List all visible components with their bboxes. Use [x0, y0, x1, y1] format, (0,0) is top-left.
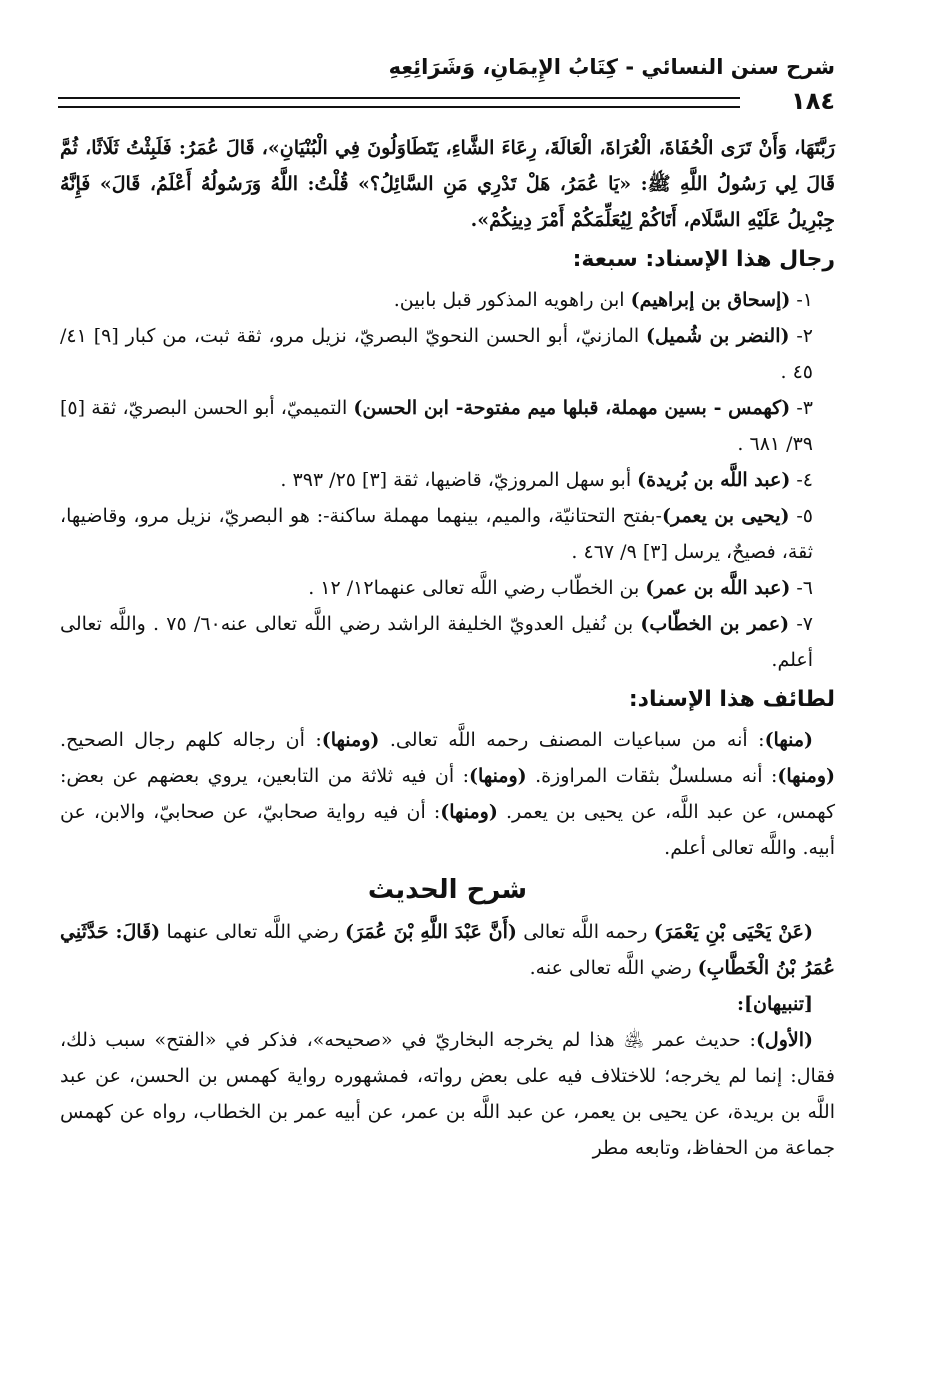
narrator-name: (عمر بن الخطّاب)	[640, 613, 790, 635]
narrator-number: ١-	[796, 289, 813, 311]
narrator-number: ٢-	[796, 325, 814, 347]
subtlety-text: : أن فيه ثلاثة من التابعين، يروي بعضهم عن بعض: كهمس، عن عبد اللَّه، عن يحيى بن يعمر.	[60, 765, 835, 823]
subtlety-text: : أن رجاله كلهم رجال الصحيح.	[60, 729, 322, 751]
page-number: ١٨٤	[785, 87, 835, 115]
explanation-paragraph	[60, 914, 835, 986]
narrator-item	[60, 390, 835, 462]
narrator-text: التميميّ، أبو الحسن البصريّ، ثقة [٥] ٣٩/ ٦٨١ .	[60, 397, 813, 455]
narrator-number: ٦-	[796, 577, 813, 599]
quoted-text: (قَالَ: حَدَّثَنِي عُمَرُ بْنُ الْخَطَّابِ)	[60, 921, 835, 979]
subtleties-paragraph	[60, 722, 835, 866]
narrator-name: (عبد اللَّه بن بُريدة)	[637, 469, 791, 491]
narrator-name: (النضر بن شُميل)	[646, 325, 790, 347]
narrators-list	[60, 282, 835, 678]
narrator-text: بن الخطّاب رضي اللَّه تعالى عنهما١٢/ ١٢ .	[308, 577, 646, 599]
quoted-text: (عَنْ يَحْيَى بْنِ يَعْمَرَ)	[653, 921, 814, 943]
narrator-item	[60, 282, 835, 318]
subtlety-text: : أن فيه رواية صحابيّ، عن صحابيّ، والابن، عن أبيه. واللَّه تعالى أعلم.	[60, 801, 835, 859]
commentary-text: رحمه اللَّه تعالى	[516, 921, 654, 943]
page-header	[58, 55, 835, 135]
subtlety-label: (ومنها)	[321, 729, 380, 751]
subtlety-label: (ومنها)	[440, 801, 498, 823]
narrator-name: (يحيى بن يعمر)	[661, 505, 790, 527]
narrator-text: أبو سهل المروزيّ، قاضيها، ثقة [٣] ٢٥/ ٣٩٣ .	[280, 469, 638, 491]
quoted-text: (أَنَّ عَبْدَ اللَّهِ بْنَ عُمَرَ)	[344, 921, 517, 943]
hadith-ending: رَبَّتَهَا، وَأَنْ تَرَى الْحُفَاةَ، الْعُرَاةَ، الْعَالَةَ، رِعَاءَ الشَّاءِ، يَتَطَاوَلُونَ فِي الْبُنْيَانِ»، قَالَ عُمَرُ: فَلَبِثْتُ ثَلَاثًا، ثُمَّ قَالَ لِي رَسُولُ اللَّهِ ﷺ: «يَا عُمَرُ، هَلْ تَدْرِي مَنِ السَّائِلُ؟» قُلْتُ: اللَّهُ وَرَسُولُهُ أَعْلَمُ، قَالَ» فَإِنَّهُ جِبْرِيلُ عَلَيْهِ السَّلَام، أَتَاكُمْ لِيُعَلِّمَكُمْ أَمْرَ دِينِكُمْ».	[60, 137, 835, 231]
narrator-item	[60, 606, 835, 678]
narrator-number: ٧-	[796, 613, 813, 635]
subtlety-label: (منها)	[764, 729, 813, 751]
subtleties-heading: لطائف هذا الإسناد:	[628, 687, 835, 712]
narrator-text: ابن راهويه المذكور قبل بابين.	[393, 289, 631, 311]
narrator-name: (كهمس - بسين مهملة، قبلها ميم مفتوحة- ابن الحسن)	[353, 397, 791, 419]
subtlety-text: : أنه من سباعيات المصنف رحمه اللَّه تعالى.	[379, 729, 765, 751]
narrator-name: (إسحاق بن إبراهيم)	[630, 289, 791, 311]
narrator-number: ٣-	[796, 397, 813, 419]
narrator-item	[60, 462, 835, 498]
first-note-label: (الأول)	[755, 1029, 814, 1051]
subtlety-label: (ومنها)	[469, 765, 527, 787]
narrator-number: ٥-	[796, 505, 814, 527]
commentary-text: رضي اللَّه تعالى عنهما	[160, 921, 345, 943]
narrator-item	[60, 498, 835, 570]
narrator-text: المازنيّ، أبو الحسن النحويّ البصريّ، نزيل مرو، ثقة ثبت، من كبار [٩] ٤١/ ٤٥ .	[60, 325, 813, 383]
narrator-name: (عبد اللَّه بن عمر)	[645, 577, 791, 599]
commentary-text: رضي اللَّه تعالى عنه.	[529, 957, 698, 979]
subtlety-label: (ومنها)	[777, 765, 835, 787]
narrator-number: ٤-	[796, 469, 813, 491]
subtlety-text: : أنه مسلسلٌ بثقات المراوزة.	[526, 765, 778, 787]
narrators-heading: رجال هذا الإسناد: سبعة:	[572, 247, 835, 272]
narrator-item	[60, 570, 835, 606]
narrator-text: -بفتح التحتانيّة، والميم، بينهما مهملة ساكنة-: هو البصريّ، نزيل مرو، وقاضيها، ثقة، فصيحٌ، يرسل [٣] ٩/ ٤٦٧ .	[60, 505, 813, 563]
notes-label: [تنبيهان]:	[737, 993, 813, 1015]
narrator-item	[60, 318, 835, 390]
explanation-heading: شرح الحديث	[367, 875, 528, 905]
narrator-text: بن نُفيل العدويّ الخليفة الراشد رضي اللَّه تعالى عنه٦٠/ ٧٥ . واللَّه تعالى أعلم.	[60, 613, 813, 671]
page-body	[60, 130, 835, 1343]
first-note-text: : حديث عمر ﵁ هذا لم يخرجه البخاريّ في «صحيحه»، فذكر في «الفتح» سبب ذلك، فقال: إنما لم يخرجه؛ للاختلاف فيه على بعض رواته، فمشهوره رواية كهمس بن الحسن، عن عبد اللَّه بن بريدة، عن يحيى بن يعمر، عن عبد اللَّه بن عمر، عن أبيه عمر بن الخطاب، رواه عن كهمس جماعة من الحفاظ، وتابعه مطر	[60, 1029, 835, 1159]
first-note-paragraph	[60, 1022, 835, 1166]
running-title: شرح سنن النسائي - كِتَابُ الإِيمَانِ، وَشَرَائِعِهِ	[388, 55, 835, 79]
header-rule	[58, 97, 740, 108]
